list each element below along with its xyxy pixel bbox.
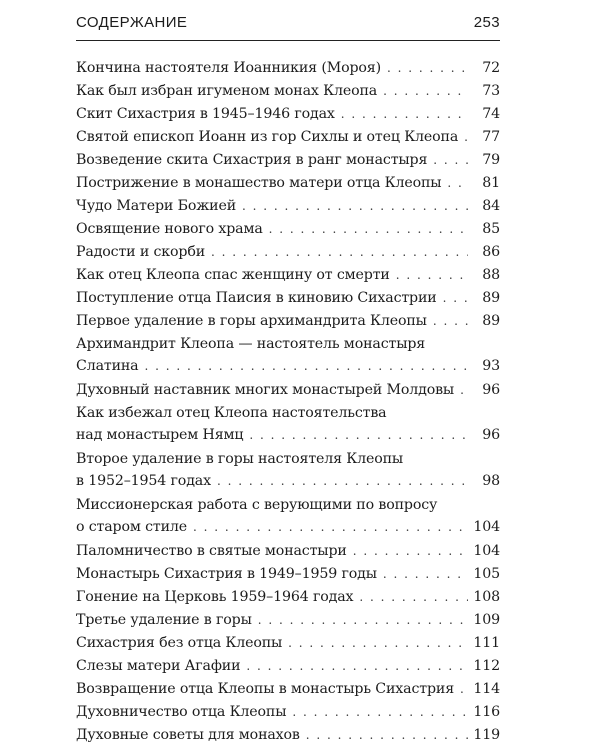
toc-entry-page: 119 [473, 727, 500, 743]
toc-entry-line [76, 80, 500, 102]
toc-entry-title-line1: Миссионерская работа с верующими по вопросу [76, 497, 438, 513]
toc-entry-line [76, 678, 500, 700]
dot-leader [460, 678, 468, 700]
toc-entry-page: 72 [482, 60, 500, 76]
toc-entry-title: Третье удаление в горы [76, 612, 252, 628]
toc-entry-line [76, 701, 500, 723]
toc-entry[interactable] [76, 126, 500, 148]
dot-leader [242, 195, 468, 217]
toc-entry-title: Духовные советы для монахов [76, 727, 300, 743]
toc-entry-page: 98 [482, 473, 500, 489]
toc-entry-page: 77 [482, 129, 500, 145]
toc-entry-title: Чудо Матери Божией [76, 198, 237, 214]
toc-entry[interactable] [76, 103, 500, 125]
dot-leader [269, 218, 468, 240]
toc-entry-title: Слезы матери Агафии [76, 658, 241, 674]
toc-entry-line [76, 563, 500, 585]
toc-entry[interactable] [76, 632, 500, 654]
toc-entry-page: 109 [473, 612, 500, 628]
toc-entry-line [76, 470, 500, 492]
toc-entry-line [76, 379, 500, 401]
toc-entry-page: 96 [482, 427, 500, 443]
toc-entry[interactable] [76, 218, 500, 240]
dot-leader [306, 724, 468, 746]
toc-entry-line [76, 218, 500, 240]
toc-entry-title: Кончина настоятеля Иоанникия (Мороя) [76, 60, 381, 76]
toc-entry-line [76, 540, 500, 562]
toc-entry-title: Возведение скита Сихастрия в ранг монастыря [76, 152, 428, 168]
toc-entry-page: 89 [482, 313, 500, 329]
toc-entry[interactable] [76, 586, 500, 608]
toc-entry-line [76, 149, 500, 171]
toc-entry-page: 73 [482, 83, 500, 99]
dot-leader [341, 103, 468, 125]
toc-entry-line [76, 632, 500, 654]
toc-entry-title: Духовный наставник многих монастырей Молдовы [76, 382, 455, 398]
section-title: СОДЕРЖАНИЕ [76, 14, 188, 31]
toc-entry-line [76, 264, 500, 286]
toc-entry-title: Паломничество в святые монастыри [76, 543, 347, 559]
toc-entry-page: 114 [473, 681, 500, 697]
toc-entry[interactable] [76, 494, 500, 538]
toc-entry-title: о старом стиле [76, 519, 188, 535]
toc-entry[interactable] [76, 241, 500, 263]
toc-entry-page: 74 [482, 106, 500, 122]
toc-entry[interactable] [76, 724, 500, 746]
toc-entry-title-line1: Второе удаление в горы настоятеля Клеопы [76, 451, 404, 467]
toc-entry-title: Освящение нового храма [76, 221, 263, 237]
toc-entry-line [76, 516, 500, 538]
toc-entry-title: Гонение на Церковь 1959–1964 годах [76, 589, 354, 605]
toc-entry-title: Как отец Клеопа спас женщину от смерти [76, 267, 390, 283]
toc-entry-page: 84 [482, 198, 500, 214]
toc-entry[interactable] [76, 264, 500, 286]
toc-entry-line [76, 586, 500, 608]
toc-entry[interactable] [76, 287, 500, 309]
dot-leader [145, 355, 469, 377]
dot-leader [433, 310, 468, 332]
toc-entry-title: Слатина [76, 358, 139, 374]
toc-entry-line [76, 172, 500, 194]
toc-entry-line [76, 241, 500, 263]
toc-entry-title: в 1952–1954 годах [76, 473, 211, 489]
toc-entry-title-line1: Архимандрит Клеопа — настоятель монастыря [76, 336, 426, 352]
dot-leader [217, 470, 468, 492]
toc-entry-page: 112 [473, 658, 500, 674]
toc-entry-page: 93 [482, 358, 500, 374]
dot-leader [288, 632, 468, 654]
toc-entry-page: 86 [482, 244, 500, 260]
dot-leader [246, 655, 468, 677]
toc-entry-page: 105 [473, 566, 500, 582]
toc-entry-title: Первое удаление в горы архимандрита Клеопы [76, 313, 427, 329]
toc-entry-page: 108 [473, 589, 500, 605]
toc-entry-line [76, 310, 500, 332]
toc-entry-line [76, 57, 500, 79]
toc-entry[interactable] [76, 333, 500, 377]
toc-entry-title-line1: Как избежал отец Клеопа настоятельства [76, 405, 387, 421]
dot-leader [258, 609, 468, 631]
toc-entry-title: Возвращение отца Клеопы в монастырь Сихастрия [76, 681, 455, 697]
dot-leader [193, 516, 468, 538]
dot-leader [383, 80, 468, 102]
book-page [76, 14, 500, 744]
toc-entry[interactable] [76, 172, 500, 194]
toc-entry-line [76, 287, 500, 309]
dot-leader [292, 701, 468, 723]
dot-leader [359, 586, 468, 608]
toc-entry-page: 96 [482, 382, 500, 398]
toc-entry[interactable] [76, 655, 500, 677]
toc-entry[interactable] [76, 149, 500, 171]
toc-entry-line [76, 355, 500, 377]
toc-entry-page: 104 [473, 519, 500, 535]
toc-entry-line [76, 126, 500, 148]
toc-entry[interactable] [76, 609, 500, 631]
toc-entry-page: 104 [473, 543, 500, 559]
dot-leader [353, 540, 468, 562]
toc-entry-title: Духовничество отца Клеопы [76, 704, 287, 720]
dot-leader [447, 172, 468, 194]
toc-entry[interactable] [76, 57, 500, 79]
toc-entry-title: над монастырем Нямц [76, 427, 244, 443]
running-header [76, 14, 500, 40]
toc-entry[interactable] [76, 448, 500, 492]
toc-entry[interactable] [76, 678, 500, 700]
toc-entry[interactable] [76, 563, 500, 585]
toc-entry-line [76, 195, 500, 217]
toc-entry-title: Монастырь Сихастрия в 1949–1959 годы [76, 566, 377, 582]
toc-entry-line [76, 655, 500, 677]
dot-leader [383, 563, 468, 585]
toc-entry-page: 85 [482, 221, 500, 237]
page-number: 253 [473, 14, 500, 31]
toc-entry[interactable] [76, 540, 500, 562]
toc-entry-title: Пострижение в монашество матери отца Клеопы [76, 175, 442, 191]
toc-entry-title: Радости и скорби [76, 244, 206, 260]
header-rule [76, 40, 500, 41]
dot-leader [249, 424, 468, 446]
dot-leader [464, 126, 468, 148]
dot-leader [460, 379, 468, 401]
toc-entry-page: 81 [482, 175, 500, 191]
dot-leader [211, 241, 468, 263]
toc-entry-title: Святой епископ Иоанн из гор Сихлы и отец Клеопа [76, 129, 459, 145]
toc-entry-line [76, 609, 500, 631]
toc-entry-page: 111 [473, 635, 500, 651]
toc-entry[interactable] [76, 402, 500, 446]
toc-entry[interactable] [76, 195, 500, 217]
toc-entry-title: Скит Сихастрия в 1945–1946 годах [76, 106, 335, 122]
toc-entry-line [76, 724, 500, 746]
toc-entry[interactable] [76, 310, 500, 332]
toc-entry-title: Как был избран игуменом монах Клеопа [76, 83, 378, 99]
toc-entry-title: Сихастрия без отца Клеопы [76, 635, 283, 651]
dot-leader [396, 264, 468, 286]
dot-leader [433, 149, 468, 171]
dot-leader [387, 57, 468, 79]
toc-entry-page: 89 [482, 290, 500, 306]
toc-entry-line [76, 103, 500, 125]
toc-entry[interactable] [76, 701, 500, 723]
dot-leader [443, 287, 468, 309]
toc-entry[interactable] [76, 379, 500, 401]
toc-entry-page: 116 [473, 704, 500, 720]
toc-entry-page: 88 [482, 267, 500, 283]
toc-entry-line [76, 424, 500, 446]
toc-entry[interactable] [76, 80, 500, 102]
toc-entry-page: 79 [482, 152, 500, 168]
toc-entry-title: Поступление отца Паисия в киновию Сихастрии [76, 290, 437, 306]
